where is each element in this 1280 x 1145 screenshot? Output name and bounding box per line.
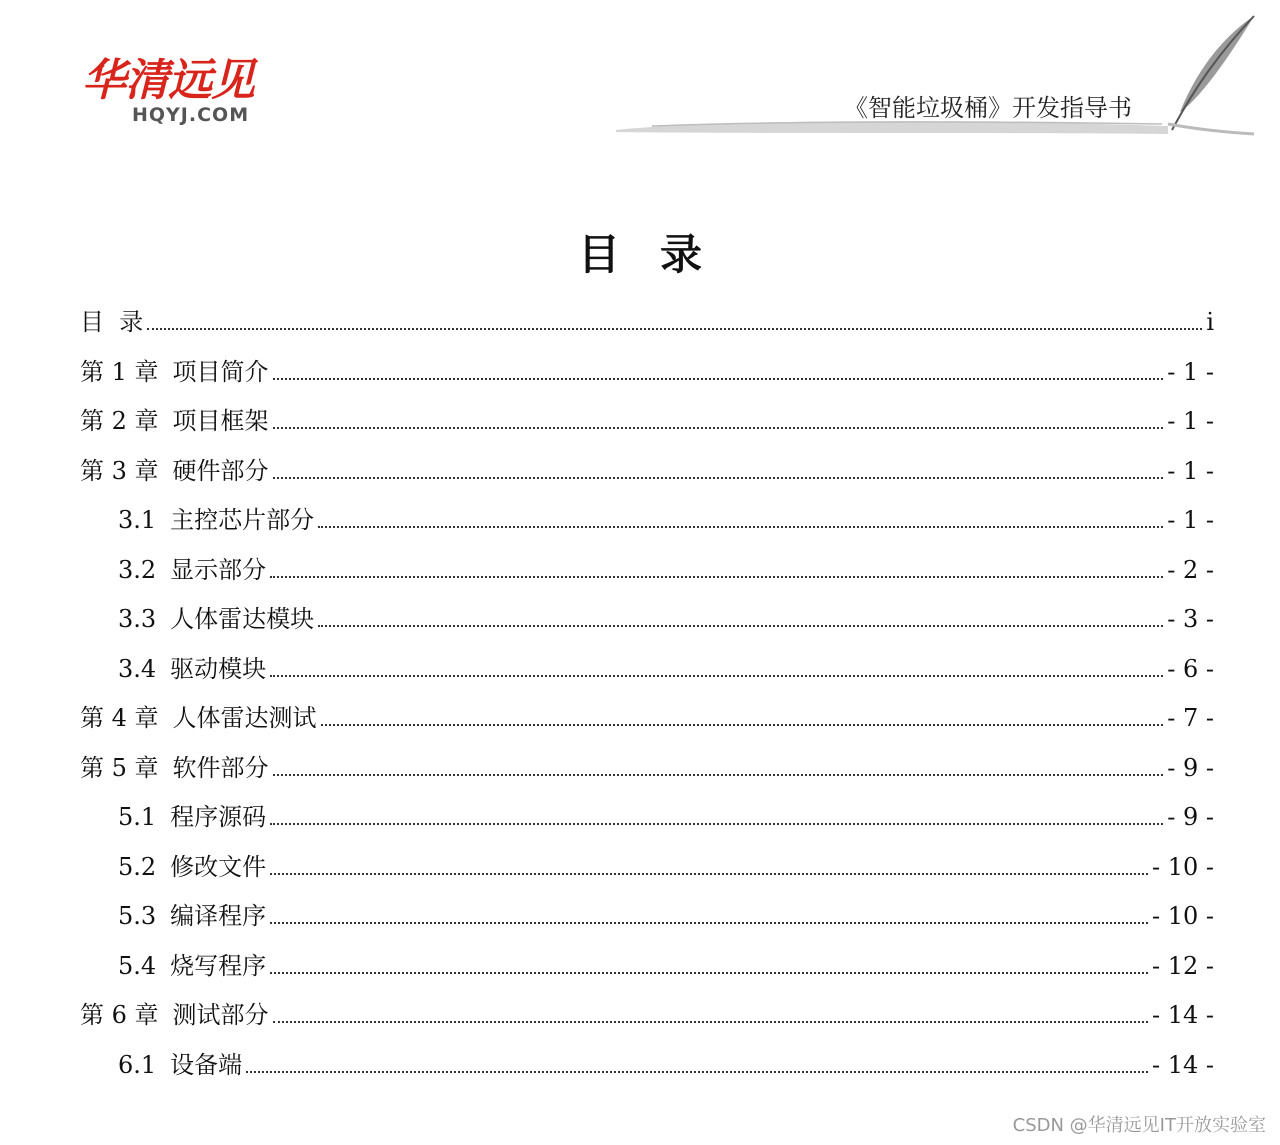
- toc-entry-page: - 7 -: [1167, 704, 1214, 732]
- toc-heading: 目录: [577, 230, 742, 279]
- toc-entry-number: 第 3 章: [80, 456, 159, 485]
- toc-entry-title: 显示部分: [170, 555, 267, 584]
- toc-leader-dots: [147, 327, 1202, 330]
- toc-leader-dots: [318, 624, 1163, 627]
- toc-leader-dots: [270, 575, 1163, 578]
- toc-entry-page: - 12 -: [1151, 951, 1214, 980]
- toc-entry[interactable]: [80, 743, 1214, 783]
- toc-entry[interactable]: [118, 891, 1214, 931]
- toc-entry-title: 程序源码: [170, 803, 267, 831]
- toc-entry-page: i: [1206, 308, 1214, 336]
- toc-entry-page: - 10 -: [1151, 852, 1214, 881]
- toc-entry[interactable]: [118, 594, 1214, 634]
- toc-entry-number: 目 录: [80, 308, 144, 336]
- toc-entry-title: 驱动模块: [170, 654, 267, 683]
- toc-entry-title: 软件部分: [172, 753, 269, 782]
- toc-leader-dots: [273, 1020, 1148, 1023]
- toc-entry-number: 5.2: [118, 852, 157, 881]
- toc-entry-title: 修改文件: [170, 852, 267, 881]
- toc-entry-page: - 9 -: [1167, 753, 1214, 782]
- toc-entry-page: - 1 -: [1167, 506, 1214, 534]
- toc-entry-title: 人体雷达测试: [172, 704, 317, 732]
- toc-entry-page: - 10 -: [1151, 902, 1214, 930]
- toc-entry[interactable]: [80, 446, 1214, 486]
- toc-entry[interactable]: [80, 693, 1214, 733]
- toc-entry[interactable]: [80, 990, 1214, 1030]
- toc-entry-page: - 14 -: [1151, 1001, 1214, 1029]
- toc-leader-dots: [270, 822, 1163, 825]
- toc-leader-dots: [270, 674, 1163, 677]
- logo-english-text: HQYJ.COM: [132, 104, 250, 126]
- toc-entry-page: - 9 -: [1167, 803, 1214, 831]
- toc-leader-dots: [270, 921, 1148, 924]
- toc-entry-page: - 1 -: [1167, 407, 1214, 435]
- toc-entry-title: 烧写程序: [170, 951, 267, 980]
- toc-entry-number: 5.1: [118, 803, 157, 831]
- toc-entry-title: 主控芯片部分: [170, 506, 315, 534]
- toc-entry-number: 第 1 章: [80, 357, 159, 386]
- toc-entry-title: 硬件部分: [172, 456, 269, 485]
- feather-icon: [1150, 12, 1260, 142]
- toc-entry-page: - 1 -: [1167, 357, 1214, 386]
- logo-chinese-text: 华清远见: [82, 55, 254, 106]
- toc-leader-dots: [318, 525, 1163, 528]
- toc-entry-title: 项目框架: [172, 407, 269, 435]
- toc-entry-number: 3.1: [118, 506, 157, 534]
- toc-entry-title: 项目简介: [172, 357, 269, 386]
- toc-entry[interactable]: [80, 347, 1214, 387]
- toc-entry[interactable]: [118, 842, 1214, 882]
- toc-leader-dots: [246, 1070, 1148, 1073]
- toc-entry[interactable]: [80, 297, 1214, 337]
- toc-entry-title: 测试部分: [172, 1001, 269, 1029]
- toc-entry[interactable]: [118, 495, 1214, 535]
- toc-entry[interactable]: [118, 792, 1214, 832]
- toc-entry[interactable]: [80, 396, 1214, 436]
- toc-entry-page: - 3 -: [1167, 605, 1214, 633]
- toc-entry-page: - 1 -: [1167, 456, 1214, 485]
- toc-leader-dots: [273, 476, 1164, 479]
- toc-entry[interactable]: [118, 941, 1214, 981]
- toc-entry[interactable]: [118, 1040, 1214, 1080]
- toc-entry-title: 编译程序: [170, 902, 267, 930]
- company-logo: [82, 55, 292, 128]
- toc-entry-number: 第 5 章: [80, 753, 159, 782]
- toc-leader-dots: [273, 377, 1164, 380]
- toc-entry-number: 3.2: [118, 555, 157, 584]
- toc-entry-page: - 6 -: [1167, 654, 1214, 683]
- toc-entry-page: - 2 -: [1167, 555, 1214, 584]
- toc-entry[interactable]: [118, 644, 1214, 684]
- toc-entry-title: 人体雷达模块: [170, 605, 315, 633]
- toc-entry[interactable]: [118, 545, 1214, 585]
- toc-leader-dots: [321, 723, 1164, 726]
- toc-entry-number: 第 2 章: [80, 407, 159, 435]
- toc-entry-number: 第 4 章: [80, 704, 159, 732]
- toc-entry-number: 5.3: [118, 902, 157, 930]
- toc-leader-dots: [270, 971, 1148, 974]
- toc-entry-page: - 14 -: [1151, 1050, 1214, 1079]
- toc-entry-number: 5.4: [118, 951, 157, 980]
- toc-entry-number: 3.4: [118, 654, 157, 683]
- toc-leader-dots: [273, 773, 1164, 776]
- toc-leader-dots: [273, 426, 1164, 429]
- document-title: 《智能垃圾桶》开发指导书: [844, 94, 1132, 122]
- toc-entry-number: 6.1: [118, 1050, 157, 1079]
- toc-entry-number: 第 6 章: [80, 1001, 159, 1029]
- csdn-watermark: CSDN @华清远见IT开放实验室: [1012, 1115, 1266, 1136]
- toc-entry-title: 设备端: [170, 1050, 243, 1079]
- toc-entry-number: 3.3: [118, 605, 157, 633]
- toc-leader-dots: [270, 872, 1148, 875]
